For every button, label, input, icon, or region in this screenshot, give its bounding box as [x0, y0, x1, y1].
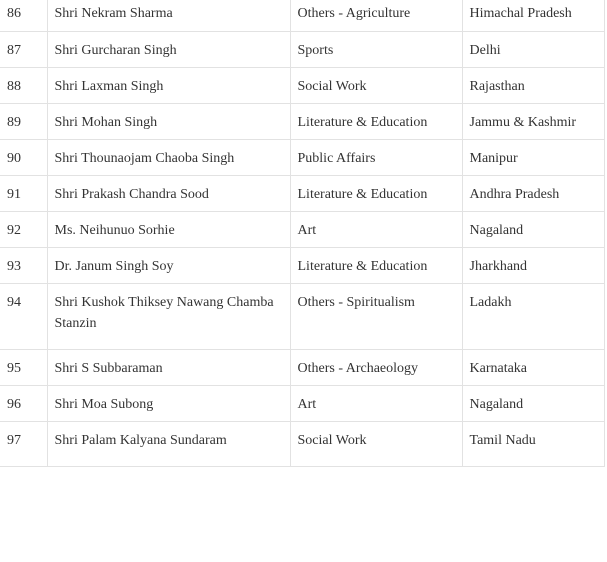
awardee-name: Shri S Subbaraman	[47, 349, 290, 385]
row-number: 89	[0, 103, 47, 139]
awardee-state: Rajasthan	[462, 67, 604, 103]
awardee-state: Manipur	[462, 139, 604, 175]
awardee-state: Delhi	[462, 31, 604, 67]
table-row	[0, 175, 604, 211]
awardee-name: Dr. Janum Singh Soy	[47, 247, 290, 283]
table-row	[0, 139, 604, 175]
awardee-name: Shri Gurcharan Singh	[47, 31, 290, 67]
awardee-name: Shri Laxman Singh	[47, 67, 290, 103]
awardee-field: Others - Archaeology	[290, 349, 462, 385]
awardee-field: Social Work	[290, 67, 462, 103]
awardee-field: Literature & Education	[290, 103, 462, 139]
awardee-field: Others - Agriculture	[290, 0, 462, 31]
row-number: 90	[0, 139, 47, 175]
awardee-name: Shri Nekram Sharma	[47, 0, 290, 31]
table-row	[0, 0, 604, 31]
row-number: 93	[0, 247, 47, 283]
row-number: 97	[0, 421, 47, 466]
row-number: 88	[0, 67, 47, 103]
awardee-state: Jammu & Kashmir	[462, 103, 604, 139]
awardee-field: Public Affairs	[290, 139, 462, 175]
row-number: 92	[0, 211, 47, 247]
row-number: 94	[0, 283, 47, 349]
awardee-field: Sports	[290, 31, 462, 67]
awardee-name: Shri Palam Kalyana Sundaram	[47, 421, 290, 466]
awardee-name: Shri Kushok Thiksey Nawang Chamba Stanzin	[47, 283, 290, 349]
awardee-name: Shri Moa Subong	[47, 385, 290, 421]
awardee-field: Others - Spiritualism	[290, 283, 462, 349]
awardee-state: Nagaland	[462, 211, 604, 247]
awardee-field: Art	[290, 211, 462, 247]
row-number: 91	[0, 175, 47, 211]
awardee-state: Tamil Nadu	[462, 421, 604, 466]
awardee-state: Ladakh	[462, 283, 604, 349]
awardee-name: Shri Prakash Chandra Sood	[47, 175, 290, 211]
awardee-name: Ms. Neihunuo Sorhie	[47, 211, 290, 247]
table-row	[0, 349, 604, 385]
awardee-field: Art	[290, 385, 462, 421]
awardee-name: Shri Thounaojam Chaoba Singh	[47, 139, 290, 175]
awardee-field: Social Work	[290, 421, 462, 466]
awardee-state: Himachal Pradesh	[462, 0, 604, 31]
table-row	[0, 211, 604, 247]
awardee-field: Literature & Education	[290, 175, 462, 211]
table-row	[0, 103, 604, 139]
awardee-state: Nagaland	[462, 385, 604, 421]
table-row	[0, 67, 604, 103]
awardee-field: Literature & Education	[290, 247, 462, 283]
row-number: 87	[0, 31, 47, 67]
awardee-state: Jharkhand	[462, 247, 604, 283]
awardee-state: Karnataka	[462, 349, 604, 385]
row-number: 86	[0, 0, 47, 31]
table-row	[0, 31, 604, 67]
awardee-state: Andhra Pradesh	[462, 175, 604, 211]
table-row	[0, 247, 604, 283]
table-row	[0, 283, 604, 349]
row-number: 96	[0, 385, 47, 421]
awardee-name: Shri Mohan Singh	[47, 103, 290, 139]
row-number: 95	[0, 349, 47, 385]
table-row	[0, 385, 604, 421]
table-row	[0, 421, 604, 466]
